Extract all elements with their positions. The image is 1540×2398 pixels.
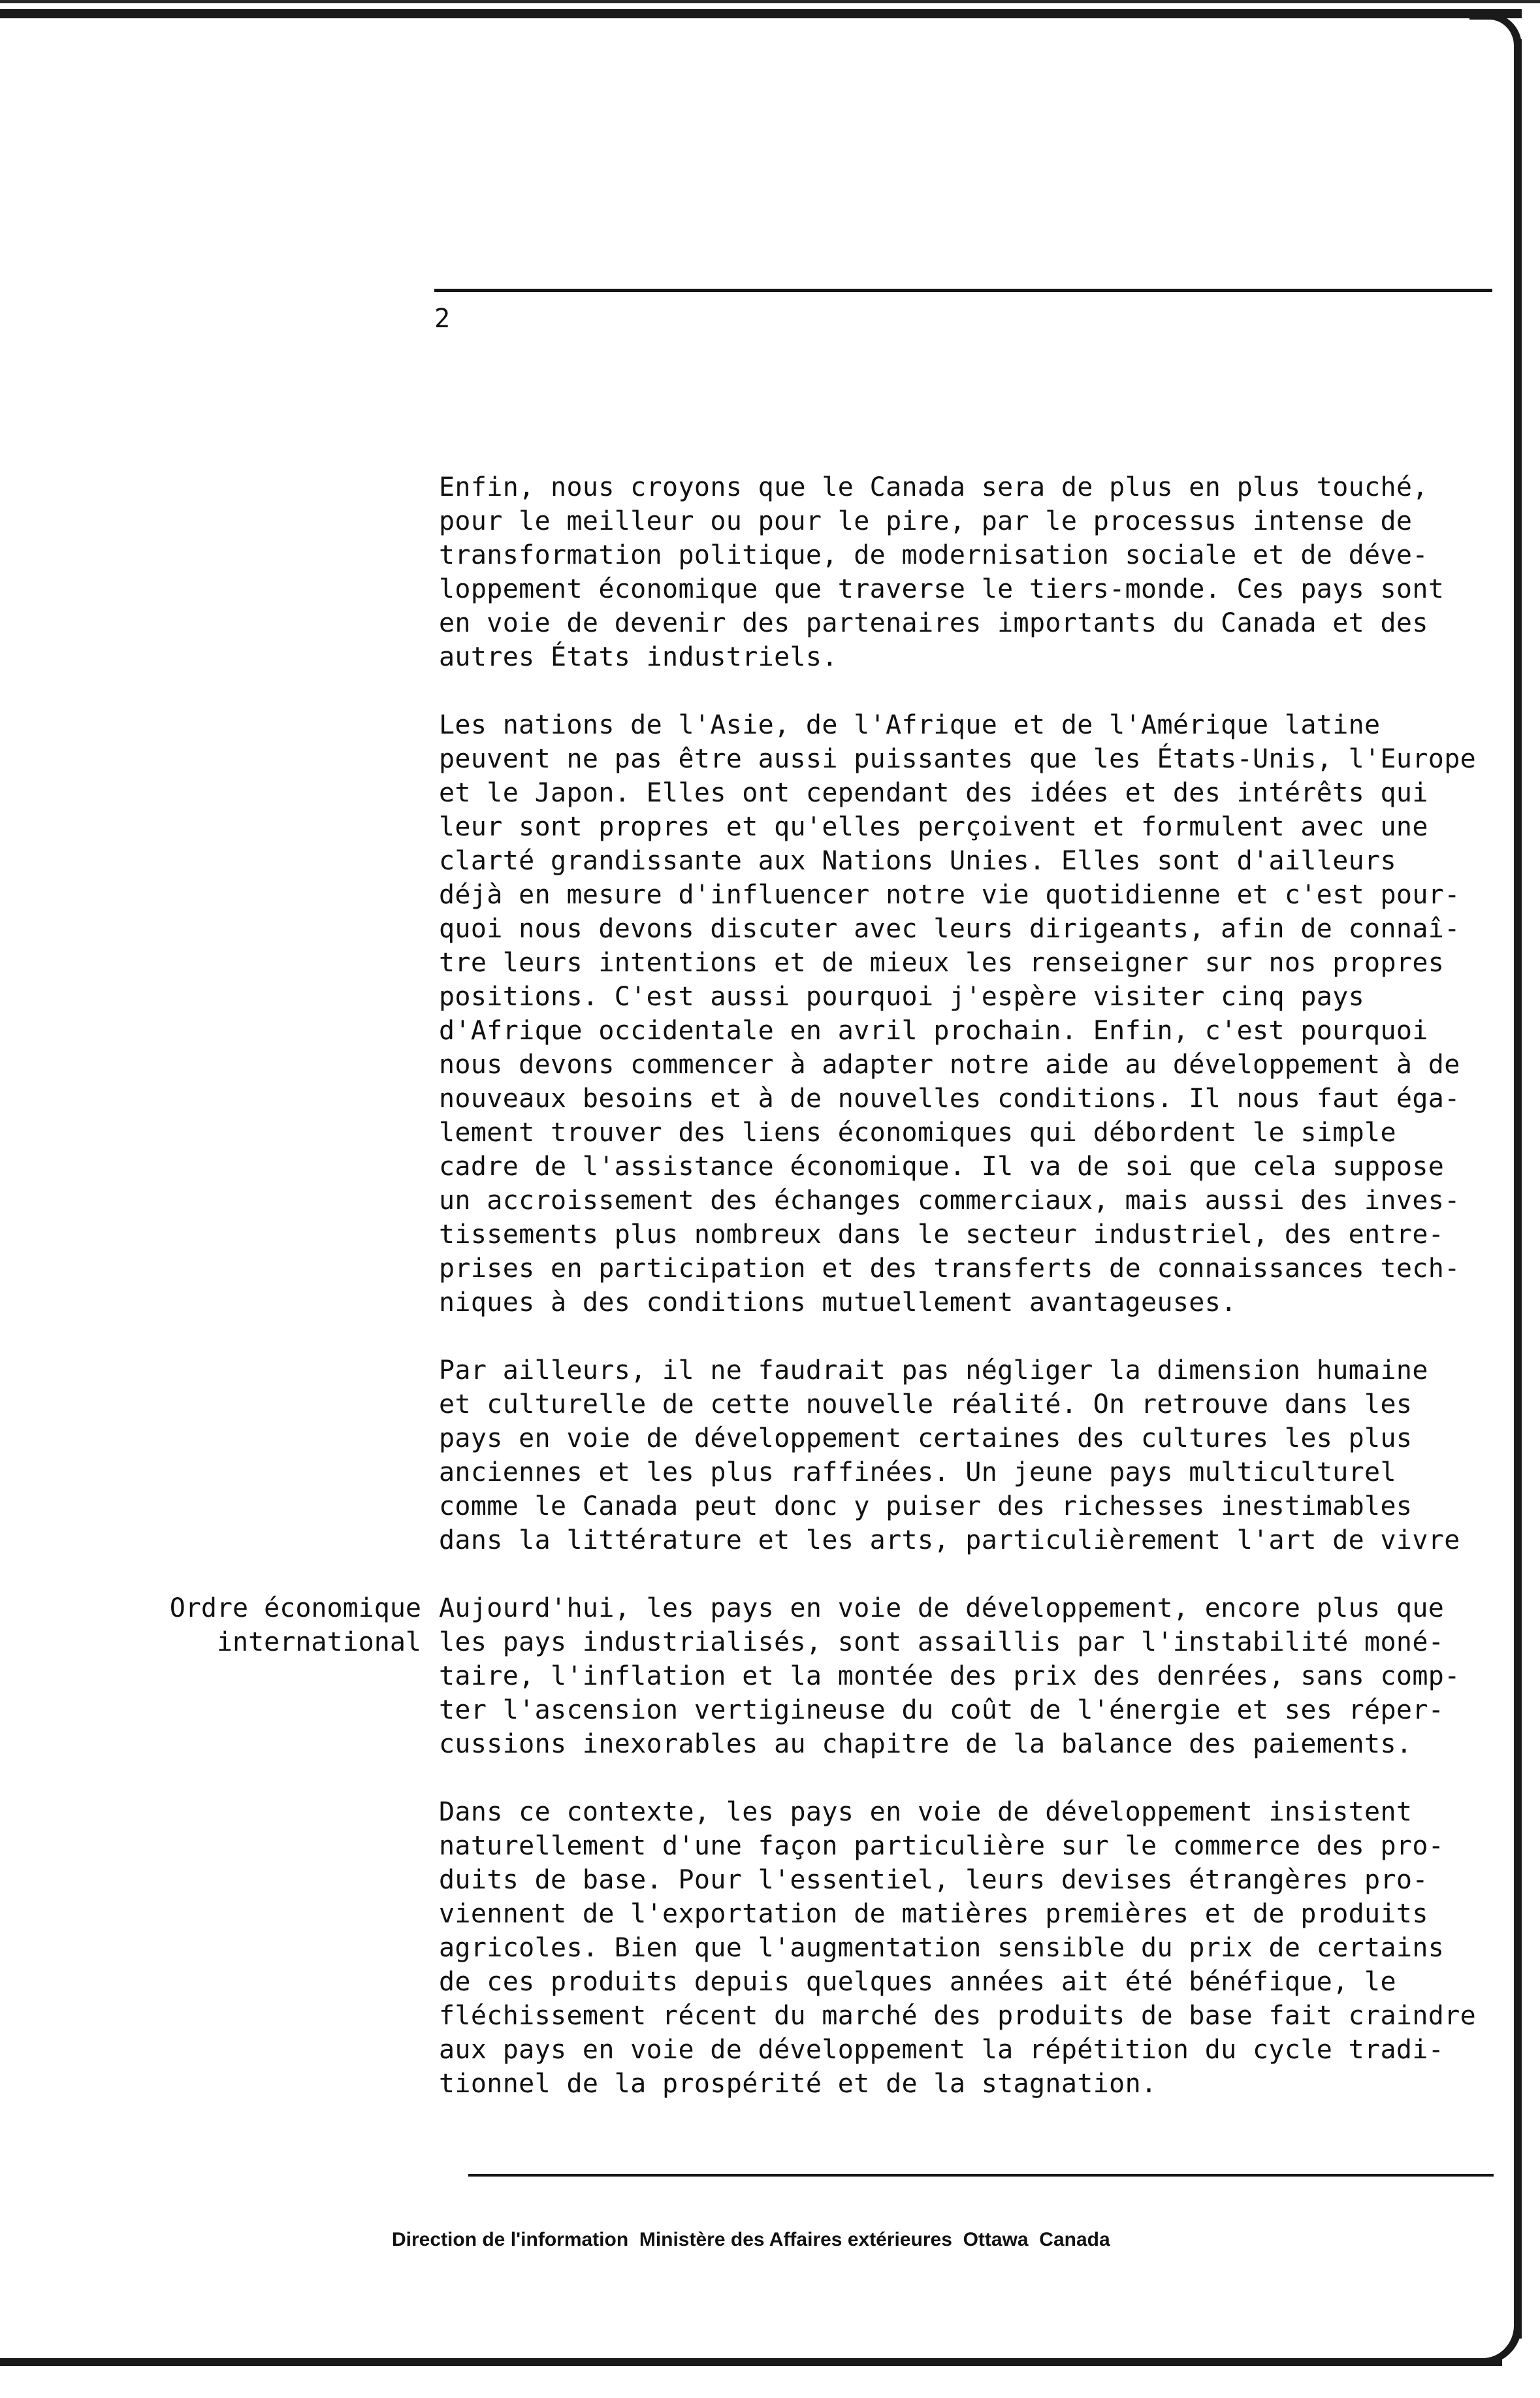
paragraph [439,1353,1497,1557]
scan-right-border [1514,39,1522,2339]
text-line: leur sont propres et qu'elles perçoivent et formulent avec une [439,812,1428,842]
paragraph [439,470,1497,674]
text-line: aux pays en voie de développement la répétition du cycle tradi- [439,2035,1445,2065]
text-line: loppement économique que traverse le tiers-monde. Ces pays sont [439,574,1445,604]
text-line: comme le Canada peut donc y puiser des richesses inestimables [439,1491,1413,1521]
text-line: cussions inexorables au chapitre de la balance des paiements. [439,1729,1413,1759]
footer-rule [468,2174,1494,2177]
text-line: Dans ce contexte, les pays en voie de développement insistent [439,1797,1413,1827]
text-line: dans la littérature et les arts, particulièrement l'art de vivre [439,1525,1460,1555]
text-line: prises en participation et des transferts de connaissances tech- [439,1254,1460,1284]
paragraph [439,708,1497,1320]
text-line: Enfin, nous croyons que le Canada sera de plus en plus touché, [439,472,1428,502]
page-number: 2 [434,304,451,334]
text-line: pays en voie de développement certaines des cultures les plus [439,1423,1413,1453]
text-line: viennent de l'exportation de matières premières et de produits [439,1899,1428,1929]
margin-heading-line-2: international [216,1627,421,1657]
text-line: agricoles. Bien que l'augmentation sensible du prix de certains [439,1933,1445,1963]
text-line: Par ailleurs, il ne faudrait pas négliger la dimension humaine [439,1355,1428,1385]
text-line: un accroissement des échanges commerciaux, mais aussi des inves- [439,1186,1460,1216]
text-line: Les nations de l'Asie, de l'Afrique et de l'Amérique latine [439,710,1381,740]
text-line: déjà en mesure d'influencer notre vie quotidienne et c'est pour- [439,880,1460,910]
paragraph [439,1591,1497,1761]
text-line: niques à des conditions mutuellement avantageuses. [439,1288,1237,1318]
text-line: taire, l'inflation et la montée des prix des denrées, sans comp- [439,1661,1460,1691]
margin-heading [131,1591,421,1659]
scan-top-border [0,9,1522,18]
text-line: transformation politique, de modernisation sociale et de déve- [439,540,1428,570]
text-line: Aujourd'hui, les pays en voie de développement, encore plus que [439,1593,1445,1623]
text-line: anciennes et les plus raffinées. Un jeune pays multiculturel [439,1457,1396,1487]
footer-credit: Direction de l'information Ministère des Affaires extérieures Ottawa Canada [392,2229,1110,2250]
text-line: tissements plus nombreux dans le secteur industriel, des entre- [439,1220,1445,1250]
text-line: nous devons commencer à adapter notre aide au développement à de [439,1050,1460,1080]
text-line: et culturelle de cette nouvelle réalité. On retrouve dans les [439,1389,1413,1419]
text-line: de ces produits depuis quelques années ait été bénéfique, le [439,1967,1396,1997]
text-line: quoi nous devons discuter avec leurs dirigeants, afin de connaî- [439,914,1460,944]
text-line: ter l'ascension vertigineuse du coût de l'énergie et ses réper- [439,1695,1445,1725]
text-line: tionnel de la prospérité et de la stagnation. [439,2069,1157,2099]
header-rule [434,289,1492,292]
text-line: les pays industrialisés, sont assaillis par l'instabilité moné- [439,1627,1445,1657]
text-line: fléchissement récent du marché des produits de base fait craindre [439,2001,1477,2031]
text-line: positions. C'est aussi pourquoi j'espère visiter cinq pays [439,982,1365,1012]
paragraph [439,1795,1497,2101]
text-line: pour le meilleur ou pour le pire, par le processus intense de [439,506,1413,536]
text-line: naturellement d'une façon particulière sur le commerce des pro- [439,1831,1445,1861]
body-text [439,470,1497,2135]
text-line: duits de base. Pour l'essentiel, leurs devises étrangères pro- [439,1865,1428,1895]
text-line: et le Japon. Elles ont cependant des idées et des intérêts qui [439,778,1428,808]
scan-bottom-border [0,2358,1502,2366]
scan-top-edge [0,0,1540,3]
text-line: autres États industriels. [439,642,838,672]
text-line: nouveaux besoins et à de nouvelles conditions. Il nous faut éga- [439,1084,1460,1114]
text-line: clarté grandissante aux Nations Unies. Elles sont d'ailleurs [439,846,1396,876]
text-line: tre leurs intentions et de mieux les renseigner sur nos propres [439,948,1445,978]
margin-heading-line-1: Ordre économique [169,1593,421,1623]
text-line: cadre de l'assistance économique. Il va de soi que cela suppose [439,1152,1445,1182]
text-line: lement trouver des liens économiques qui débordent le simple [439,1118,1396,1148]
text-line: en voie de devenir des partenaires importants du Canada et des [439,608,1428,638]
text-line: d'Afrique occidentale en avril prochain. Enfin, c'est pourquoi [439,1016,1428,1046]
text-line: peuvent ne pas être aussi puissantes que les États-Unis, l'Europe [439,744,1477,774]
